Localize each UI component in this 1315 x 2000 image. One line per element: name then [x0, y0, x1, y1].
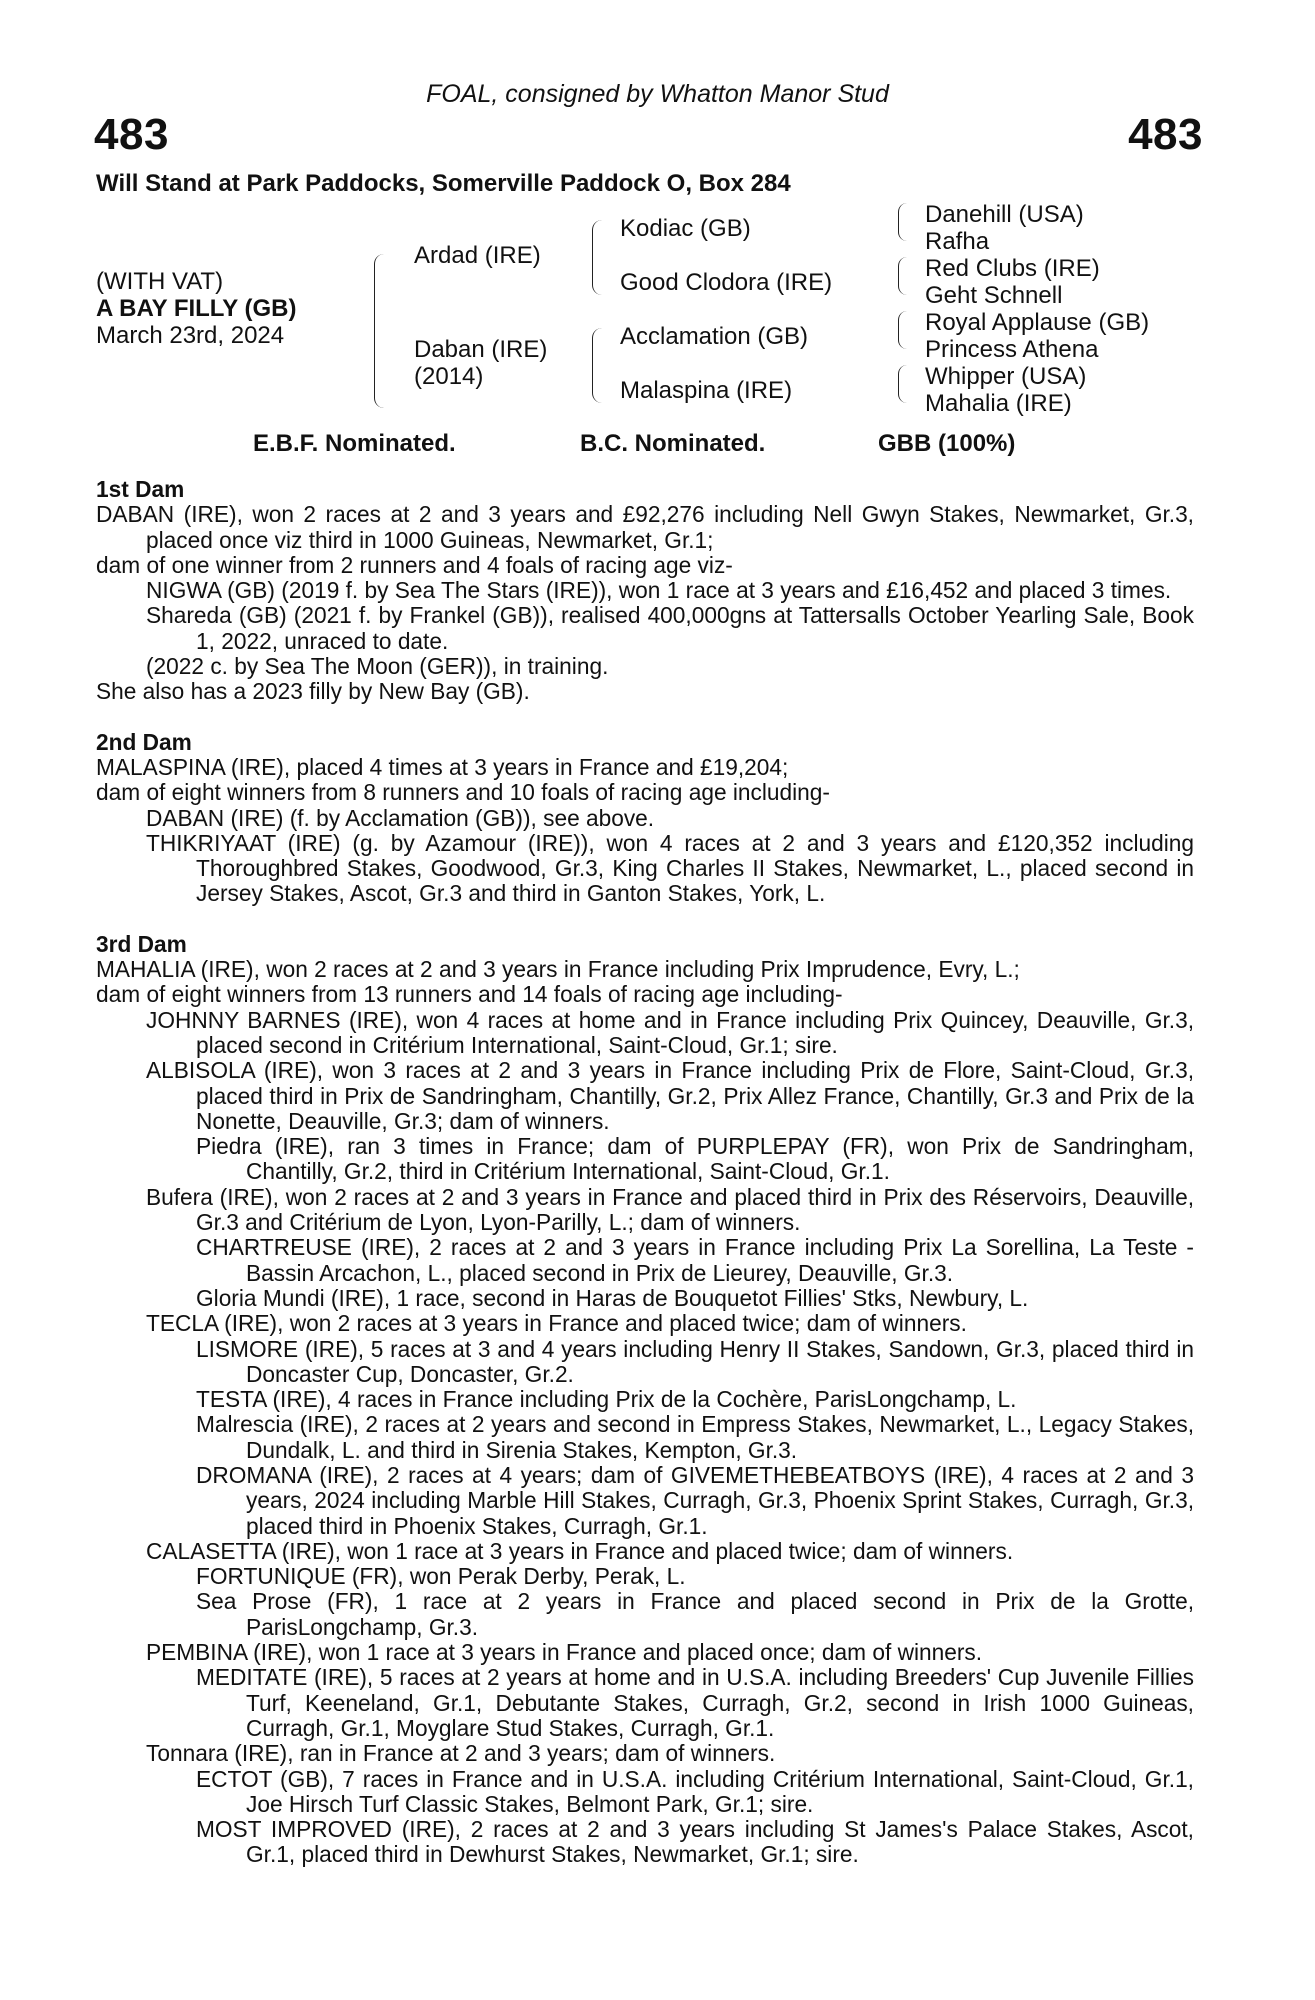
first-dam-heading: 1st Dam	[96, 476, 185, 502]
dam-year: (2014)	[414, 363, 484, 390]
pedigree-brace-sire	[592, 220, 603, 295]
ds-sire: Royal Applause (GB)	[925, 309, 1150, 336]
vat-label: (WITH VAT)	[96, 268, 224, 295]
third-dam-grandproduce: DROMANA (IRE), 2 races at 4 years; dam of GIVEMETHEBEATBOYS (IRE), 4 races at 2 and 3 years, 2024 including Marble Hill Stakes, Curragh, Gr.3, Phoenix Sprint Stakes, Curragh, Gr.3, placed third in Phoenix Stakes, Curragh, Gr.1.	[196, 1461, 1194, 1539]
pedigree-brace-dam	[592, 328, 603, 403]
third-dam-produce: Bufera (IRE), won 2 races at 2 and 3 years in France and placed third in Prix des Réservoirs, Deauville, Gr.3 and Critérium de Lyon, Lyon-Parilly, L.; dam of winners.	[146, 1183, 1194, 1236]
third-dam-grandproduce: Piedra (IRE), ran 3 times in France; dam of PURPLEPAY (FR), won Prix de Sandringham, Chantilly, Gr.2, third in Critérium International, Saint-Cloud, Gr.1.	[196, 1133, 1194, 1185]
first-dam-produce: (2022 c. by Sea The Moon (GER)), in training.	[146, 653, 609, 680]
third-dam-produce: ALBISOLA (IRE), won 3 races at 2 and 3 years in France including Prix de Flore, Saint-Cloud, Gr.3, placed third in Prix de Sandringham, Chantilly, Gr.2, Prix Allez France, Chantilly, Gr.3 and Prix de la Nonette, Deauville, Gr.3; dam of winners.	[146, 1057, 1194, 1134]
sire-sire: Kodiac (GB)	[620, 215, 751, 242]
third-dam-grandproduce: LISMORE (IRE), 5 races at 3 and 4 years including Henry II Stakes, Sandown, Gr.3, placed third in Doncaster Cup, Doncaster, Gr.2.	[196, 1335, 1194, 1387]
pedigree-brace-dd	[898, 365, 907, 403]
third-dam-grandproduce: Malrescia (IRE), 2 races at 2 years and second in Empress Stakes, Newmarket, L., Legacy Stakes, Dundalk, L. and third in Sirenia Stakes, Kempton, Gr.3.	[196, 1411, 1194, 1463]
catalogue-body	[96, 477, 1194, 1868]
third-dam-produce: PEMBINA (IRE), won 1 race at 3 years in France and placed once; dam of winners.	[146, 1639, 983, 1666]
sire: Ardad (IRE)	[414, 242, 541, 269]
first-dam-line: She also has a 2023 filly by New Bay (GB).	[96, 678, 530, 705]
third-dam-produce: CALASETTA (IRE), won 1 race at 3 years in France and placed twice; dam of winners.	[146, 1537, 1014, 1564]
bc-note: B.C. Nominated.	[580, 430, 766, 457]
third-dam-grandproduce: MEDITATE (IRE), 5 races at 2 years at home and in U.S.A. including Breeders' Cup Juvenile Fillies Turf, Keeneland, Gr.1, Debutante Stakes, Curragh, Gr.2, second in Irish 1000 Guineas, Curragh, Gr.1, Moyglare Stud Stakes, Curragh, Gr.1.	[196, 1664, 1194, 1741]
third-dam-grandproduce: TESTA (IRE), 4 races in France including Prix de la Cochère, ParisLongchamp, L.	[196, 1386, 1017, 1413]
dd-dam: Mahalia (IRE)	[925, 390, 1072, 417]
third-dam-line: MAHALIA (IRE), won 2 races at 2 and 3 years in France including Prix Imprudence, Evry, L.;	[96, 956, 1020, 983]
ds-dam: Princess Athena	[925, 336, 1099, 363]
third-dam-grandproduce: Sea Prose (FR), 1 race at 2 years in France and placed second in Prix de la Grotte, ParisLongchamp, Gr.3.	[196, 1588, 1194, 1640]
ebf-note: E.B.F. Nominated.	[253, 430, 456, 457]
sd-sire: Red Clubs (IRE)	[925, 255, 1100, 282]
pedigree-brace-sd	[898, 257, 907, 295]
third-dam-produce: JOHNNY BARNES (IRE), won 4 races at home and in France including Prix Quincey, Deauville, Gr.3, placed second in Critérium International, Saint-Cloud, Gr.1; sire.	[146, 1006, 1194, 1058]
third-dam-line: dam of eight winners from 13 runners and 14 foals of racing age including-	[96, 981, 843, 1008]
third-dam-grandproduce: FORTUNIQUE (FR), won Perak Derby, Perak, L.	[196, 1563, 686, 1590]
first-dam-produce: Shareda (GB) (2021 f. by Frankel (GB)), realised 400,000gns at Tattersalls October Yearling Sale, Book 1, 2022, unraced to date.	[146, 602, 1194, 654]
first-dam-line: dam of one winner from 2 runners and 4 foals of racing age viz-	[96, 551, 733, 578]
lot-number-left: 483	[94, 110, 169, 159]
dam: Daban (IRE)	[414, 336, 548, 363]
consignor-line: FOAL, consigned by Whatton Manor Stud	[426, 80, 889, 108]
second-dam-line: dam of eight winners from 8 runners and 10 foals of racing age including-	[96, 779, 830, 806]
first-dam-line: DABAN (IRE), won 2 races at 2 and 3 years and £92,276 including Nell Gwyn Stakes, Newmarket, Gr.3, placed once viz third in 1000 Guineas, Newmarket, Gr.1;	[96, 501, 1194, 553]
ss-sire: Danehill (USA)	[925, 201, 1084, 228]
third-dam-produce: TECLA (IRE), won 2 races at 3 years in France and placed twice; dam of winners.	[146, 1310, 967, 1337]
pedigree-brace-ds	[898, 311, 907, 349]
pedigree-brace-ss	[898, 203, 907, 241]
dam-dam: Malaspina (IRE)	[620, 377, 793, 404]
sd-dam: Geht Schnell	[925, 282, 1063, 309]
stand-location: Will Stand at Park Paddocks, Somerville Paddock O, Box 284	[96, 170, 791, 197]
dd-sire: Whipper (USA)	[925, 363, 1087, 390]
sire-dam: Good Clodora (IRE)	[620, 269, 833, 296]
third-dam-grandproduce: MOST IMPROVED (IRE), 2 races at 2 and 3 years including St James's Palace Stakes, Ascot, Gr.1, placed third in Dewhurst Stakes, Newmarket, Gr.1; sire.	[196, 1816, 1194, 1868]
gbb-note: GBB (100%)	[878, 430, 1016, 457]
ss-dam: Rafha	[925, 228, 990, 255]
third-dam-grandproduce: CHARTREUSE (IRE), 2 races at 2 and 3 years in France including Prix La Sorellina, La Teste - Bassin Arcachon, L., placed second in Prix de Lieurey, Deauville, Gr.3.	[196, 1234, 1194, 1286]
third-dam-heading: 3rd Dam	[96, 930, 187, 957]
pedigree-brace-main	[374, 254, 385, 408]
lot-number-right: 483	[1128, 110, 1203, 159]
lot-title: A BAY FILLY (GB)	[96, 295, 297, 322]
third-dam-produce: Tonnara (IRE), ran in France at 2 and 3 years; dam of winners.	[146, 1740, 776, 1767]
second-dam-produce: DABAN (IRE) (f. by Acclamation (GB)), see above.	[146, 804, 655, 831]
dam-sire: Acclamation (GB)	[620, 323, 809, 350]
foaling-date: March 23rd, 2024	[96, 322, 285, 349]
second-dam-heading: 2nd Dam	[96, 728, 192, 755]
second-dam-line: MALASPINA (IRE), placed 4 times at 3 years in France and £19,204;	[96, 753, 789, 780]
first-dam-produce: NIGWA (GB) (2019 f. by Sea The Stars (IRE)), won 1 race at 3 years and £16,452 and placed 3 times.	[146, 577, 1172, 604]
third-dam-grandproduce: ECTOT (GB), 7 races in France and in U.S.A. including Critérium International, Saint-Cloud, Gr.1, Joe Hirsch Turf Classic Stakes, Belmont Park, Gr.1; sire.	[196, 1765, 1194, 1817]
second-dam-produce: THIKRIYAAT (IRE) (g. by Azamour (IRE)), won 4 races at 2 and 3 years and £120,352 including Thoroughbred Stakes, Goodwood, Gr.3, King Charles II Stakes, Newmarket, L., placed second in Jersey Stakes, Ascot, Gr.3 and third in Ganton Stakes, York, L.	[146, 829, 1194, 907]
third-dam-grandproduce: Gloria Mundi (IRE), 1 race, second in Haras de Bouquetot Fillies' Stks, Newbury, L.	[196, 1284, 1029, 1311]
